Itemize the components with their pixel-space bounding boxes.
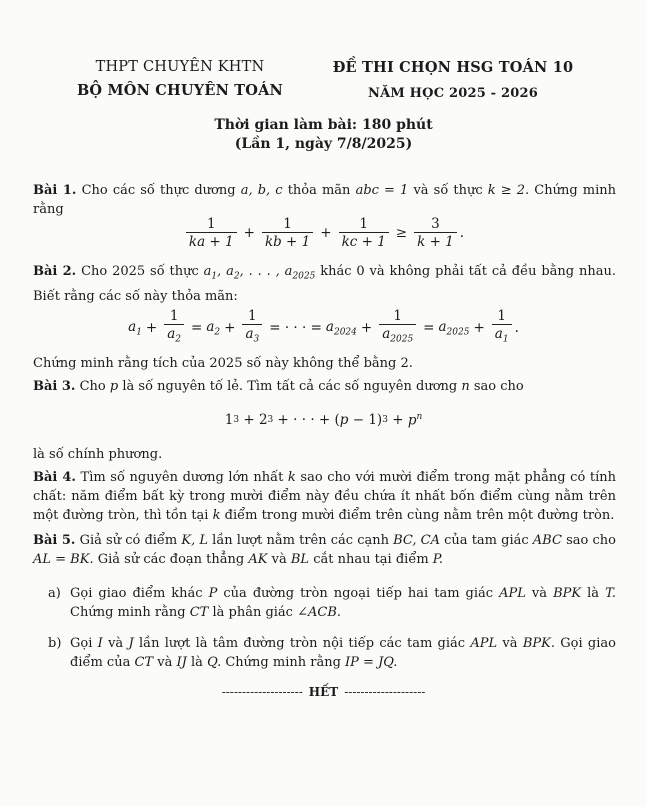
- problem-5-text: Giả sử các đoạn thẳng: [97, 552, 245, 567]
- exam-title: ĐỀ THI CHỌN HSG TOÁN 10: [332, 59, 574, 76]
- problem-5a-text: Chứng minh rằng: [70, 605, 186, 620]
- problem-5b-text: Gọi: [70, 636, 93, 651]
- problem-5-var: BC, CA: [393, 533, 441, 548]
- problem-1-condition: abc = 1: [355, 183, 409, 198]
- header-school-block: [60, 55, 300, 103]
- problem-4-text: điểm trong mười điểm trên cùng nằm trên một đường tròn.: [224, 508, 615, 523]
- problem-5-text: và: [271, 552, 287, 567]
- problem-5b-var: IJ: [176, 655, 187, 670]
- problem-5b-var: CT: [134, 655, 154, 670]
- problem-5b-var: I: [97, 636, 103, 651]
- school-name: THPT CHUYÊN KHTN: [95, 59, 265, 75]
- problem-3-label: Bài 3.: [33, 379, 76, 394]
- problem-3: [33, 377, 616, 396]
- problem-1-label: Bài 1.: [33, 183, 77, 198]
- problem-5b-var: IP = JQ.: [345, 655, 398, 670]
- problem-5b-label: b): [48, 636, 62, 651]
- problem-1: [33, 181, 616, 219]
- problem-5-text: lần lượt nằm trên các cạnh: [212, 533, 389, 548]
- header-exam-block: [318, 55, 588, 107]
- problem-5b-text: Gọi giao điểm của: [70, 636, 616, 670]
- problem-3-text: là số nguyên tố lẻ. Tìm tất cả các số nguyên dương: [122, 379, 458, 394]
- problem-1-text: thỏa mãn: [287, 183, 351, 198]
- problem-5-var: BL: [290, 552, 310, 567]
- problem-1-text: và số thực: [413, 183, 483, 198]
- problem-5-var: ABC: [532, 533, 562, 548]
- problem-5b-var: J: [128, 636, 134, 651]
- problem-1-condition: k ≥ 2.: [487, 183, 530, 198]
- problem-5-text: Giả sử có điểm: [79, 533, 178, 548]
- department-name: BỘ MÔN CHUYÊN TOÁN: [76, 82, 284, 99]
- exam-time-block: [0, 116, 647, 154]
- problem-1-text: Chứng minh rằng: [33, 183, 617, 217]
- problem-5b-var: BPK.: [522, 636, 555, 651]
- problem-5a-text: và: [531, 586, 548, 601]
- problem-5-text: sao cho: [566, 533, 616, 548]
- end-word: HẾT: [308, 685, 339, 699]
- problem-5b-text: và: [502, 636, 518, 651]
- problem-5-parts: [48, 584, 616, 672]
- problem-5-var: AL = BK.: [33, 552, 94, 567]
- end-marker: [0, 685, 647, 699]
- problem-5b-text: lần lượt là tâm đường tròn nội tiếp các tam giác: [138, 636, 466, 651]
- problem-3-text: sao cho: [473, 379, 524, 394]
- problem-1-formula: 1 ka + 1 + $\frac{1}{kb + 1}$ + $\frac{1}{kc + 1}$ ≥ $\frac{3}{k + 1}$ .: [0, 216, 647, 250]
- problem-5a-var: APL: [499, 586, 526, 601]
- problem-5-text: cắt nhau tại điểm: [313, 552, 429, 567]
- problem-3-conclusion: là số chính phương.: [33, 447, 163, 462]
- problem-5-var: AK: [248, 552, 268, 567]
- problem-5a-text: Gọi giao điểm khác: [70, 586, 203, 601]
- problem-1-text: Cho các số thực dương: [81, 183, 236, 198]
- problem-5b: [48, 634, 616, 672]
- exam-duration: Thời gian làm bài: 180 phút: [214, 117, 433, 133]
- problem-1-vars: a, b, c: [240, 183, 283, 198]
- problem-5a-var: T.: [605, 586, 616, 601]
- end-dashes-right: --------------------: [344, 685, 426, 699]
- problem-5b-var: Q.: [207, 655, 222, 670]
- problem-4-label: Bài 4.: [33, 470, 76, 485]
- problem-5-text: của tam giác: [444, 533, 529, 548]
- problem-3-text: Cho: [79, 379, 106, 394]
- problem-5b-text: và: [157, 655, 173, 670]
- problem-2-formula: $a_1$ + $\frac{1}{a_2}$ = $a_2$ + $\frac{1}{a_3}$ = · · · = $a_{2024}$ + $\frac{1}{a_{2025}}$ = $a_{2025}$ + $\frac{1}{a_1}$ .: [0, 308, 647, 348]
- problem-2: Bài 2. Cho 2025 số thực $a_1$, $a_2$, . . . , $a_{2025}$ khác 0 và không phải tất cả đều bằng nhau. Biết rằng các số này thỏa mãn:: [33, 264, 616, 304]
- problem-5a-var: CT: [189, 605, 209, 620]
- problem-5a-text: của đường tròn ngoại tiếp hai tam giác: [223, 586, 494, 601]
- problem-5: [33, 531, 616, 569]
- problem-5a-text: là phân giác: [212, 605, 293, 620]
- problem-4-text: Tìm số nguyên dương lớn nhất: [80, 470, 284, 485]
- problem-5-var: P.: [432, 552, 444, 567]
- problem-5b-text: Chứng minh rằng: [225, 655, 341, 670]
- school-year: NĂM HỌC 2025 - 2026: [368, 86, 538, 101]
- problem-5a-var: P: [208, 586, 218, 601]
- problem-4-var: k: [287, 470, 296, 485]
- problem-2-conclusion: Chứng minh rằng tích của 2025 số này không thể bằng 2.: [33, 356, 413, 371]
- problem-3-formula: 1 3 + 2 3 + · · · + ( p − 1) 3 + $p^n$: [224, 412, 423, 429]
- problem-5b-text: là: [191, 655, 203, 670]
- problem-5b-text: [70, 634, 616, 672]
- problem-3-var: p: [109, 379, 119, 394]
- exam-session: (Lần 1, ngày 7/8/2025): [234, 136, 413, 152]
- problem-2-label: Bài 2.: [33, 264, 77, 279]
- problem-5a-text: [70, 584, 616, 622]
- problem-5a-var: ∠ACB.: [297, 605, 342, 620]
- problem-5a-label: a): [48, 586, 61, 601]
- problem-4: [33, 468, 616, 525]
- problem-5a: [48, 584, 616, 622]
- problem-4-text: sao cho với mười điểm trong mặt phẳng có tính chất: năm điểm bất kỳ trong mười điểm này đều chứa ít nhất bốn điểm cùng nằm trên một đường tròn, thì tồn tại: [33, 470, 617, 523]
- problem-5a-text: là: [587, 586, 600, 601]
- problem-5a-var: BPK: [553, 586, 582, 601]
- problem-3-var: n: [461, 379, 470, 394]
- problem-2-text: Cho 2025 số thực: [81, 264, 199, 279]
- problem-5-var: K, L: [181, 533, 209, 548]
- problem-4-var: k: [212, 508, 221, 523]
- end-dashes-left: --------------------: [221, 685, 303, 699]
- problem-5-label: Bài 5.: [33, 533, 76, 548]
- problem-2-text: khác 0 và không phải tất cả đều bằng nhau. Biết rằng các số này thỏa mãn:: [33, 264, 616, 304]
- problem-5b-var: APL: [470, 636, 498, 651]
- problem-5b-text: và: [108, 636, 124, 651]
